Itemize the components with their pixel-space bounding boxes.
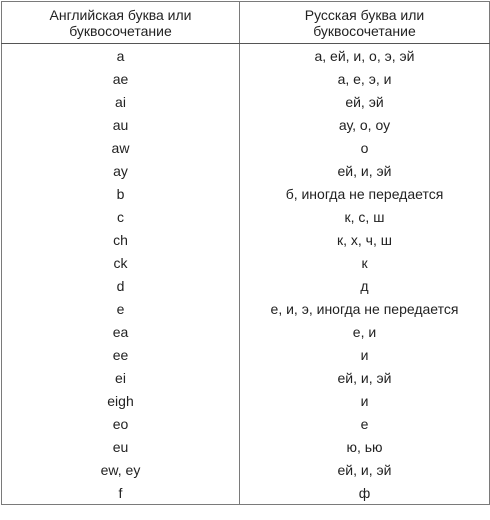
table-row [2, 458, 490, 481]
table-row [2, 205, 490, 228]
english-cell: eu [2, 435, 240, 458]
table-row [2, 113, 490, 136]
russian-cell: е, и [240, 320, 490, 343]
header-row [2, 2, 490, 44]
header-russian [240, 2, 490, 44]
english-cell: d [2, 274, 240, 297]
table-row [2, 412, 490, 435]
russian-cell: ей, и, эй [240, 458, 490, 481]
russian-cell: к, х, ч, ш [240, 228, 490, 251]
english-cell: ei [2, 366, 240, 389]
table-row [2, 159, 490, 182]
english-cell: au [2, 113, 240, 136]
russian-cell: ю, ью [240, 435, 490, 458]
english-cell: ai [2, 90, 240, 113]
english-cell: c [2, 205, 240, 228]
header-english [2, 2, 240, 44]
table-row [2, 90, 490, 113]
english-cell: aw [2, 136, 240, 159]
russian-cell: а, е, э, и [240, 67, 490, 90]
table-body [2, 44, 490, 505]
table-row [2, 343, 490, 366]
english-cell: ae [2, 67, 240, 90]
russian-cell: ей, и, эй [240, 159, 490, 182]
transliteration-table [1, 1, 490, 505]
english-cell: ew, ey [2, 458, 240, 481]
table-header [2, 2, 490, 44]
english-cell: eo [2, 412, 240, 435]
table-row [2, 182, 490, 205]
russian-cell: к [240, 251, 490, 274]
table-row [2, 251, 490, 274]
table-row [2, 274, 490, 297]
header-russian-line-1: Русская буква или [304, 6, 425, 23]
english-cell: b [2, 182, 240, 205]
russian-cell: и [240, 343, 490, 366]
english-cell: ea [2, 320, 240, 343]
table-row [2, 67, 490, 90]
russian-cell: о [240, 136, 490, 159]
table-row [2, 297, 490, 320]
russian-cell: ау, о, оу [240, 113, 490, 136]
russian-cell: ей, и, эй [240, 366, 490, 389]
english-cell: ck [2, 251, 240, 274]
russian-cell: б, иногда не передается [240, 182, 490, 205]
russian-cell: ей, эй [240, 90, 490, 113]
table-row [2, 435, 490, 458]
table-row [2, 366, 490, 389]
english-cell: a [2, 44, 240, 68]
russian-cell: е, и, э, иногда не передается [240, 297, 490, 320]
russian-cell: д [240, 274, 490, 297]
table-row [2, 320, 490, 343]
table-row [2, 228, 490, 251]
header-english-line-1: Английская буква или [49, 6, 192, 23]
russian-cell: а, ей, и, о, э, эй [240, 44, 490, 68]
table-row [2, 481, 490, 505]
russian-cell: к, с, ш [240, 205, 490, 228]
english-cell: ch [2, 228, 240, 251]
table-row [2, 136, 490, 159]
table-row [2, 44, 490, 68]
russian-cell: ф [240, 481, 490, 505]
english-cell: ee [2, 343, 240, 366]
russian-cell: е [240, 412, 490, 435]
russian-cell: и [240, 389, 490, 412]
english-cell: e [2, 297, 240, 320]
table-row [2, 389, 490, 412]
header-russian-line-2: буквосочетание [313, 22, 416, 39]
english-cell: f [2, 481, 240, 505]
english-cell: ay [2, 159, 240, 182]
english-cell: eigh [2, 389, 240, 412]
header-english-line-2: буквосочетание [69, 22, 172, 39]
